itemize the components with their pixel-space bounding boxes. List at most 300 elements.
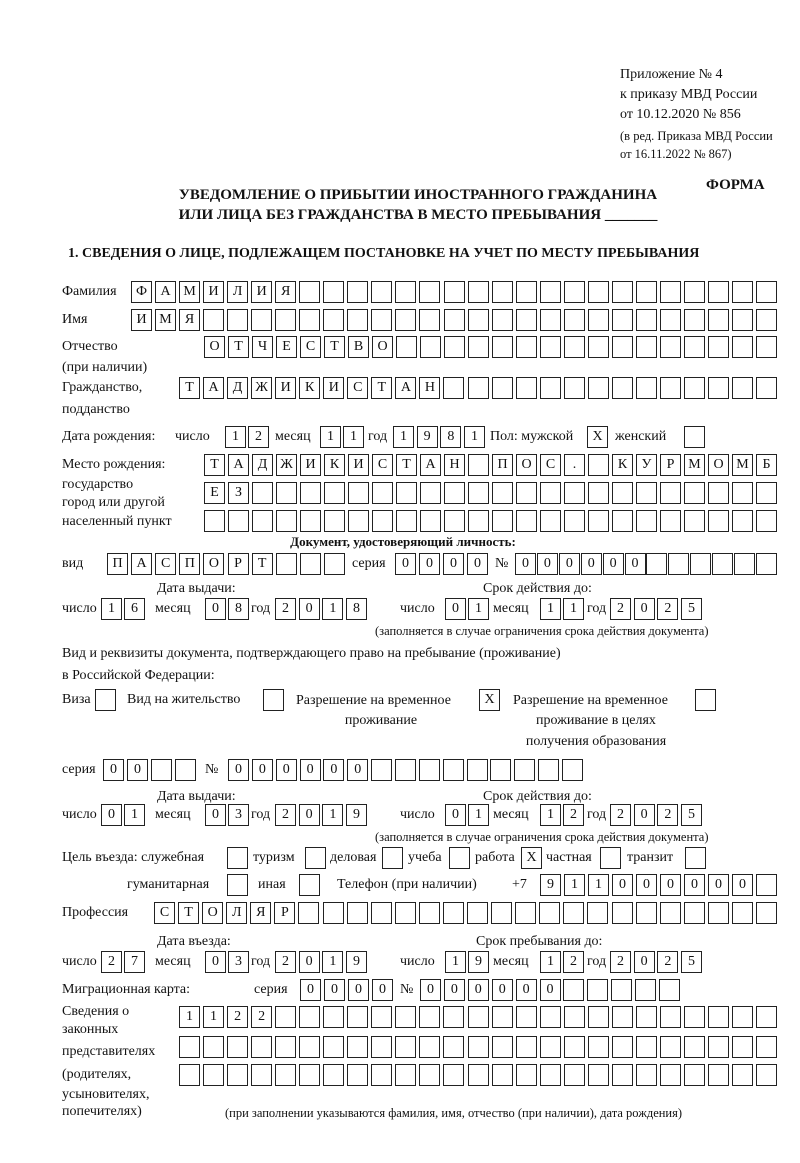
char-cell[interactable]: 0	[559, 553, 580, 575]
char-cell[interactable]	[612, 510, 633, 532]
char-cell[interactable]	[491, 902, 512, 924]
char-cell[interactable]	[660, 377, 681, 399]
char-cell[interactable]: Т	[396, 454, 417, 476]
char-cell[interactable]: 0	[299, 804, 320, 826]
char-cell[interactable]: 5	[681, 951, 702, 973]
char-cell[interactable]	[175, 759, 196, 781]
char-cell[interactable]: 1	[445, 951, 466, 973]
char-cell[interactable]: 1	[203, 1006, 224, 1028]
valid-month-field[interactable]	[540, 804, 584, 826]
migration-series-field[interactable]	[300, 979, 393, 1001]
char-cell[interactable]: 2	[657, 804, 678, 826]
birth-day-field[interactable]	[225, 426, 269, 448]
char-cell[interactable]: 0	[324, 979, 345, 1001]
char-cell[interactable]	[395, 309, 416, 331]
char-cell[interactable]: 1	[464, 426, 485, 448]
char-cell[interactable]: 1	[101, 598, 122, 620]
other-checkbox[interactable]	[299, 874, 319, 896]
char-cell[interactable]	[636, 902, 657, 924]
char-cell[interactable]: О	[203, 553, 224, 575]
char-cell[interactable]: И	[348, 454, 369, 476]
char-cell[interactable]	[95, 689, 116, 711]
char-cell[interactable]	[636, 281, 657, 303]
char-cell[interactable]	[516, 1036, 537, 1058]
char-cell[interactable]	[756, 377, 777, 399]
char-cell[interactable]: 2	[610, 951, 631, 973]
char-cell[interactable]: М	[155, 309, 176, 331]
char-cell[interactable]: 1	[393, 426, 414, 448]
char-cell[interactable]	[588, 510, 609, 532]
char-cell[interactable]: 2	[275, 598, 296, 620]
char-cell[interactable]: 0	[347, 759, 368, 781]
char-cell[interactable]: 2	[227, 1006, 248, 1028]
char-cell[interactable]	[227, 309, 248, 331]
char-cell[interactable]: Н	[444, 454, 465, 476]
issue-month-field[interactable]	[205, 804, 249, 826]
char-cell[interactable]: .	[564, 454, 585, 476]
char-cell[interactable]	[588, 309, 609, 331]
char-cell[interactable]	[732, 510, 753, 532]
char-cell[interactable]	[420, 336, 441, 358]
char-cell[interactable]	[636, 336, 657, 358]
char-cell[interactable]	[275, 1006, 296, 1028]
profession-field[interactable]	[154, 902, 777, 924]
char-cell[interactable]	[684, 426, 705, 448]
char-cell[interactable]	[684, 309, 705, 331]
work-checkbox[interactable]	[521, 847, 541, 869]
char-cell[interactable]	[636, 482, 657, 504]
char-cell[interactable]: X	[479, 689, 500, 711]
char-cell[interactable]	[588, 336, 609, 358]
char-cell[interactable]: Ж	[251, 377, 272, 399]
tourism-checkbox[interactable]	[305, 847, 325, 869]
char-cell[interactable]	[612, 281, 633, 303]
char-cell[interactable]: А	[155, 281, 176, 303]
char-cell[interactable]: 1	[343, 426, 364, 448]
char-cell[interactable]	[444, 336, 465, 358]
char-cell[interactable]: 0	[732, 874, 753, 896]
char-cell[interactable]: П	[179, 553, 200, 575]
char-cell[interactable]	[371, 759, 392, 781]
char-cell[interactable]: Л	[226, 902, 247, 924]
char-cell[interactable]: Е	[204, 482, 225, 504]
char-cell[interactable]: 0	[684, 874, 705, 896]
male-checkbox[interactable]	[587, 426, 607, 448]
char-cell[interactable]	[660, 309, 681, 331]
char-cell[interactable]: У	[636, 454, 657, 476]
valid-day-field[interactable]	[445, 804, 489, 826]
char-cell[interactable]	[323, 309, 344, 331]
humanitarian-checkbox[interactable]	[227, 874, 247, 896]
char-cell[interactable]: 0	[205, 598, 226, 620]
char-cell[interactable]	[420, 482, 441, 504]
char-cell[interactable]	[382, 847, 403, 869]
entry-day-field[interactable]	[101, 951, 145, 973]
char-cell[interactable]	[324, 510, 345, 532]
char-cell[interactable]	[660, 281, 681, 303]
char-cell[interactable]: Д	[252, 454, 273, 476]
char-cell[interactable]	[660, 336, 681, 358]
char-cell[interactable]: 2	[275, 951, 296, 973]
char-cell[interactable]: Ф	[131, 281, 152, 303]
char-cell[interactable]	[251, 1036, 272, 1058]
char-cell[interactable]	[263, 689, 284, 711]
char-cell[interactable]	[516, 482, 537, 504]
char-cell[interactable]	[227, 847, 248, 869]
char-cell[interactable]	[300, 553, 321, 575]
valid-month-field[interactable]	[540, 598, 584, 620]
char-cell[interactable]	[539, 902, 560, 924]
char-cell[interactable]	[179, 1036, 200, 1058]
char-cell[interactable]: 0	[127, 759, 148, 781]
char-cell[interactable]	[419, 759, 440, 781]
char-cell[interactable]	[305, 847, 326, 869]
char-cell[interactable]	[540, 482, 561, 504]
char-cell[interactable]	[514, 759, 535, 781]
char-cell[interactable]	[588, 454, 609, 476]
char-cell[interactable]	[492, 377, 513, 399]
entry-month-field[interactable]	[205, 951, 249, 973]
char-cell[interactable]	[396, 336, 417, 358]
issue-month-field[interactable]	[205, 598, 249, 620]
char-cell[interactable]	[468, 510, 489, 532]
char-cell[interactable]: Т	[228, 336, 249, 358]
char-cell[interactable]	[732, 281, 753, 303]
char-cell[interactable]	[395, 1036, 416, 1058]
char-cell[interactable]	[371, 1064, 392, 1086]
char-cell[interactable]	[690, 553, 711, 575]
char-cell[interactable]: 0	[444, 979, 465, 1001]
char-cell[interactable]	[371, 309, 392, 331]
char-cell[interactable]: 0	[516, 979, 537, 1001]
char-cell[interactable]	[612, 1006, 633, 1028]
char-cell[interactable]	[684, 902, 705, 924]
char-cell[interactable]	[708, 377, 729, 399]
char-cell[interactable]: 0	[103, 759, 124, 781]
birth-place-field[interactable]	[204, 454, 777, 476]
stay-number-field[interactable]	[228, 759, 583, 781]
char-cell[interactable]	[275, 1064, 296, 1086]
char-cell[interactable]	[324, 553, 345, 575]
char-cell[interactable]	[636, 1006, 657, 1028]
char-cell[interactable]: 0	[205, 951, 226, 973]
char-cell[interactable]	[612, 482, 633, 504]
char-cell[interactable]: X	[521, 847, 542, 869]
char-cell[interactable]	[588, 482, 609, 504]
char-cell[interactable]: 0	[625, 553, 646, 575]
char-cell[interactable]: С	[540, 454, 561, 476]
char-cell[interactable]: Е	[276, 336, 297, 358]
char-cell[interactable]	[371, 902, 392, 924]
char-cell[interactable]	[540, 1006, 561, 1028]
char-cell[interactable]	[227, 1036, 248, 1058]
stay-series-field[interactable]	[103, 759, 196, 781]
char-cell[interactable]	[588, 1064, 609, 1086]
char-cell[interactable]: Л	[227, 281, 248, 303]
char-cell[interactable]	[588, 1036, 609, 1058]
char-cell[interactable]	[668, 553, 689, 575]
char-cell[interactable]: 0	[492, 979, 513, 1001]
char-cell[interactable]	[419, 309, 440, 331]
char-cell[interactable]: 0	[276, 759, 297, 781]
char-cell[interactable]	[538, 759, 559, 781]
char-cell[interactable]: Б	[756, 454, 777, 476]
representatives-field[interactable]	[179, 1006, 777, 1028]
business-checkbox[interactable]	[382, 847, 402, 869]
birth-month-field[interactable]	[320, 426, 364, 448]
char-cell[interactable]: 0	[348, 979, 369, 1001]
char-cell[interactable]: О	[202, 902, 223, 924]
char-cell[interactable]	[588, 1006, 609, 1028]
char-cell[interactable]	[395, 902, 416, 924]
char-cell[interactable]	[396, 510, 417, 532]
char-cell[interactable]: П	[492, 454, 513, 476]
char-cell[interactable]	[564, 377, 585, 399]
char-cell[interactable]	[756, 482, 777, 504]
char-cell[interactable]: Т	[178, 902, 199, 924]
representatives-field[interactable]	[179, 1064, 777, 1086]
char-cell[interactable]: 0	[419, 553, 440, 575]
char-cell[interactable]: Т	[252, 553, 273, 575]
char-cell[interactable]	[443, 1006, 464, 1028]
char-cell[interactable]: 5	[681, 804, 702, 826]
char-cell[interactable]: Р	[274, 902, 295, 924]
char-cell[interactable]: Я	[250, 902, 271, 924]
char-cell[interactable]	[756, 1006, 777, 1028]
char-cell[interactable]: 1	[540, 951, 561, 973]
char-cell[interactable]	[252, 482, 273, 504]
char-cell[interactable]: 2	[610, 598, 631, 620]
char-cell[interactable]	[708, 336, 729, 358]
char-cell[interactable]	[443, 1064, 464, 1086]
char-cell[interactable]	[395, 1064, 416, 1086]
char-cell[interactable]: С	[154, 902, 175, 924]
char-cell[interactable]	[203, 309, 224, 331]
char-cell[interactable]: X	[587, 426, 608, 448]
char-cell[interactable]	[300, 510, 321, 532]
char-cell[interactable]	[564, 1006, 585, 1028]
char-cell[interactable]	[600, 847, 621, 869]
char-cell[interactable]	[323, 1036, 344, 1058]
char-cell[interactable]	[204, 510, 225, 532]
char-cell[interactable]	[276, 482, 297, 504]
char-cell[interactable]	[540, 1064, 561, 1086]
char-cell[interactable]: 1	[564, 874, 585, 896]
char-cell[interactable]: 0	[420, 979, 441, 1001]
char-cell[interactable]: Ч	[252, 336, 273, 358]
char-cell[interactable]	[611, 979, 632, 1001]
char-cell[interactable]	[540, 336, 561, 358]
char-cell[interactable]	[468, 281, 489, 303]
char-cell[interactable]: 1	[124, 804, 145, 826]
char-cell[interactable]: 0	[443, 553, 464, 575]
char-cell[interactable]	[564, 1036, 585, 1058]
char-cell[interactable]	[734, 553, 755, 575]
char-cell[interactable]	[276, 510, 297, 532]
char-cell[interactable]: С	[155, 553, 176, 575]
char-cell[interactable]	[444, 510, 465, 532]
char-cell[interactable]	[563, 979, 584, 1001]
char-cell[interactable]	[347, 1036, 368, 1058]
char-cell[interactable]	[636, 510, 657, 532]
char-cell[interactable]: 0	[252, 759, 273, 781]
char-cell[interactable]: И	[323, 377, 344, 399]
char-cell[interactable]	[540, 510, 561, 532]
char-cell[interactable]	[660, 510, 681, 532]
char-cell[interactable]: 0	[634, 804, 655, 826]
valid-day-field[interactable]	[445, 598, 489, 620]
char-cell[interactable]	[756, 336, 777, 358]
char-cell[interactable]	[516, 510, 537, 532]
char-cell[interactable]	[468, 1064, 489, 1086]
char-cell[interactable]: 0	[372, 979, 393, 1001]
char-cell[interactable]	[684, 1036, 705, 1058]
birth-place-field[interactable]	[204, 510, 777, 532]
char-cell[interactable]: А	[395, 377, 416, 399]
char-cell[interactable]	[395, 759, 416, 781]
char-cell[interactable]: Т	[324, 336, 345, 358]
char-cell[interactable]	[443, 902, 464, 924]
valid-year-field[interactable]	[610, 804, 702, 826]
char-cell[interactable]: О	[204, 336, 225, 358]
char-cell[interactable]	[564, 336, 585, 358]
char-cell[interactable]: 1	[540, 598, 561, 620]
char-cell[interactable]	[685, 847, 706, 869]
char-cell[interactable]: Я	[179, 309, 200, 331]
char-cell[interactable]	[684, 1064, 705, 1086]
id-kind-field[interactable]	[107, 553, 345, 575]
char-cell[interactable]	[492, 482, 513, 504]
char-cell[interactable]: 6	[124, 598, 145, 620]
char-cell[interactable]: 9	[417, 426, 438, 448]
char-cell[interactable]	[708, 902, 729, 924]
char-cell[interactable]: И	[203, 281, 224, 303]
char-cell[interactable]	[299, 309, 320, 331]
char-cell[interactable]	[419, 281, 440, 303]
char-cell[interactable]	[299, 1006, 320, 1028]
char-cell[interactable]: 0	[323, 759, 344, 781]
char-cell[interactable]: М	[684, 454, 705, 476]
char-cell[interactable]: С	[300, 336, 321, 358]
char-cell[interactable]	[660, 1064, 681, 1086]
char-cell[interactable]	[347, 281, 368, 303]
char-cell[interactable]	[227, 1064, 248, 1086]
char-cell[interactable]	[492, 1006, 513, 1028]
char-cell[interactable]	[636, 1064, 657, 1086]
char-cell[interactable]: Т	[179, 377, 200, 399]
char-cell[interactable]	[732, 1006, 753, 1028]
char-cell[interactable]: 1	[468, 804, 489, 826]
char-cell[interactable]	[449, 847, 470, 869]
issue-year-field[interactable]	[275, 598, 367, 620]
char-cell[interactable]	[756, 874, 777, 896]
char-cell[interactable]	[646, 553, 667, 575]
char-cell[interactable]	[515, 902, 536, 924]
char-cell[interactable]	[516, 1064, 537, 1086]
char-cell[interactable]: Т	[371, 377, 392, 399]
char-cell[interactable]	[708, 482, 729, 504]
char-cell[interactable]: 2	[251, 1006, 272, 1028]
migration-number-field[interactable]	[420, 979, 680, 1001]
char-cell[interactable]: 0	[660, 874, 681, 896]
stay-month-field[interactable]	[540, 951, 584, 973]
char-cell[interactable]	[732, 336, 753, 358]
char-cell[interactable]	[732, 1036, 753, 1058]
char-cell[interactable]	[228, 510, 249, 532]
representatives-field[interactable]	[179, 1036, 777, 1058]
char-cell[interactable]: Т	[204, 454, 225, 476]
char-cell[interactable]: 1	[563, 598, 584, 620]
char-cell[interactable]	[395, 281, 416, 303]
char-cell[interactable]	[635, 979, 656, 1001]
char-cell[interactable]: 8	[346, 598, 367, 620]
char-cell[interactable]	[712, 553, 733, 575]
char-cell[interactable]	[612, 309, 633, 331]
char-cell[interactable]	[467, 902, 488, 924]
char-cell[interactable]	[540, 281, 561, 303]
char-cell[interactable]: 0	[228, 759, 249, 781]
char-cell[interactable]	[323, 1064, 344, 1086]
char-cell[interactable]: 1	[320, 426, 341, 448]
char-cell[interactable]: К	[299, 377, 320, 399]
char-cell[interactable]: 8	[228, 598, 249, 620]
char-cell[interactable]	[419, 1064, 440, 1086]
char-cell[interactable]	[490, 759, 511, 781]
char-cell[interactable]: 1	[588, 874, 609, 896]
char-cell[interactable]	[298, 902, 319, 924]
char-cell[interactable]	[300, 482, 321, 504]
char-cell[interactable]	[660, 902, 681, 924]
char-cell[interactable]	[347, 309, 368, 331]
char-cell[interactable]	[756, 1064, 777, 1086]
char-cell[interactable]	[443, 1036, 464, 1058]
char-cell[interactable]: 9	[468, 951, 489, 973]
char-cell[interactable]	[708, 1064, 729, 1086]
char-cell[interactable]	[732, 1064, 753, 1086]
char-cell[interactable]	[275, 1036, 296, 1058]
char-cell[interactable]	[660, 1036, 681, 1058]
char-cell[interactable]: 0	[205, 804, 226, 826]
char-cell[interactable]	[684, 281, 705, 303]
char-cell[interactable]: 0	[540, 979, 561, 1001]
char-cell[interactable]: 0	[515, 553, 536, 575]
char-cell[interactable]	[443, 377, 464, 399]
char-cell[interactable]	[612, 902, 633, 924]
char-cell[interactable]	[203, 1036, 224, 1058]
char-cell[interactable]	[612, 1036, 633, 1058]
id-series-field[interactable]	[395, 553, 488, 575]
char-cell[interactable]	[756, 902, 777, 924]
char-cell[interactable]	[588, 377, 609, 399]
char-cell[interactable]	[323, 902, 344, 924]
char-cell[interactable]	[372, 510, 393, 532]
char-cell[interactable]	[419, 1006, 440, 1028]
char-cell[interactable]	[684, 510, 705, 532]
char-cell[interactable]	[516, 336, 537, 358]
id-number-field[interactable]	[515, 553, 777, 575]
char-cell[interactable]: 9	[346, 951, 367, 973]
char-cell[interactable]: 1	[322, 951, 343, 973]
char-cell[interactable]: 0	[300, 759, 321, 781]
char-cell[interactable]	[468, 336, 489, 358]
char-cell[interactable]	[732, 902, 753, 924]
char-cell[interactable]	[444, 309, 465, 331]
char-cell[interactable]	[419, 1036, 440, 1058]
char-cell[interactable]	[348, 510, 369, 532]
char-cell[interactable]	[756, 510, 777, 532]
char-cell[interactable]	[371, 1036, 392, 1058]
char-cell[interactable]	[564, 281, 585, 303]
